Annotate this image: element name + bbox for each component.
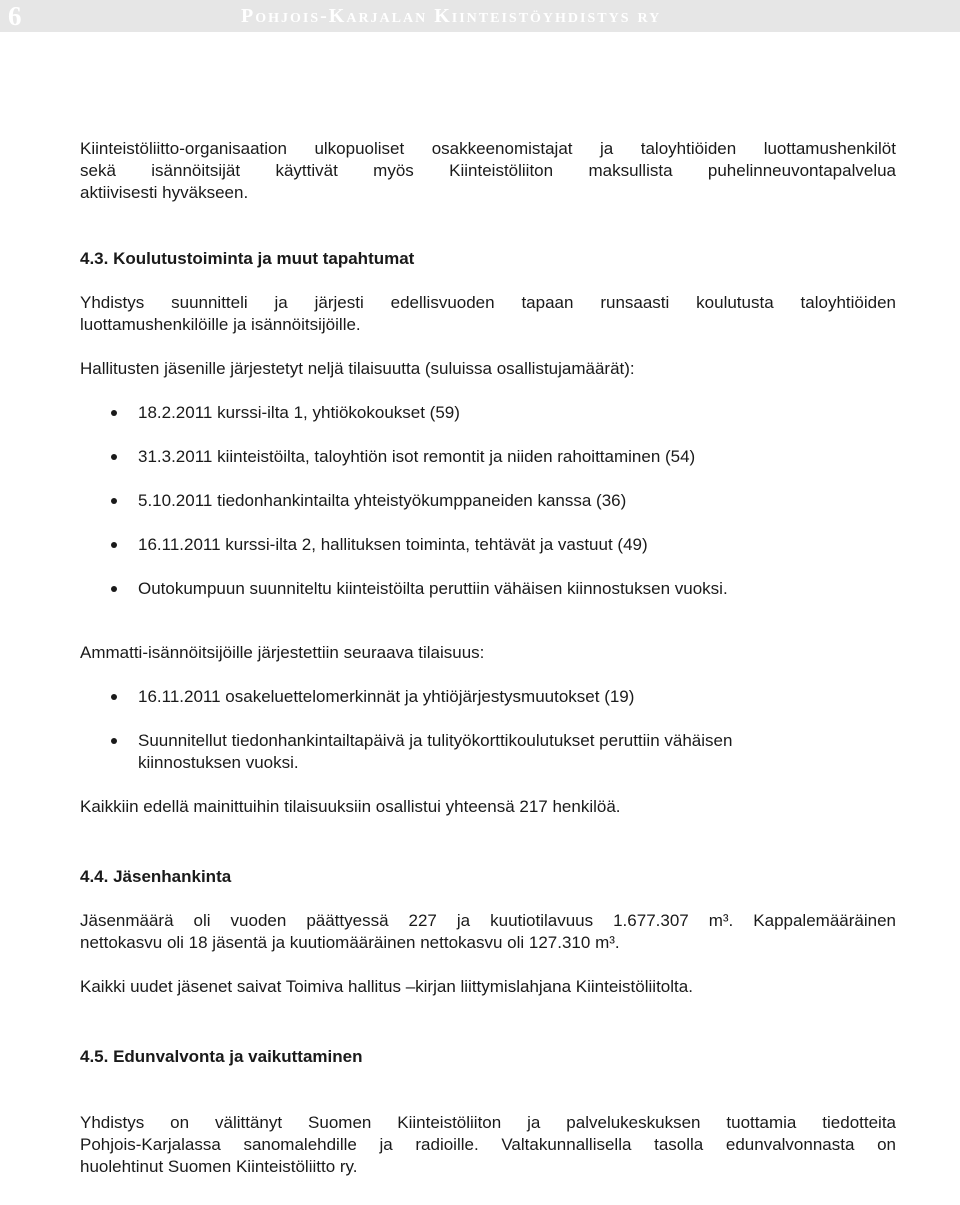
list-item: 31.3.2011 kiinteistöilta, taloyhtiön isot remontit ja niiden rahoittaminen (54): [80, 446, 896, 468]
section-4-3-paragraph-4: Kaikkiin edellä mainittuihin tilaisuuksiin osallistui yhteensä 217 henkilöä.: [80, 797, 621, 816]
running-title: Pohjois-Karjalan Kiinteistöyhdistys ry: [241, 5, 662, 27]
list-item: 18.2.2011 kurssi-ilta 1, yhtiökokoukset (59): [80, 402, 896, 424]
paragraph-line: Jäsenmäärä oli vuoden päättyessä 227 ja kuutiotilavuus 1.677.307 m³. Kappalemääräinen: [80, 911, 896, 930]
page-header: [0, 0, 960, 32]
intro-line: Kiinteistöliitto-organisaation ulkopuoliset osakkeenomistajat ja taloyhtiöiden luottamushenkilöt: [80, 139, 896, 158]
list-item: 5.10.2011 tiedonhankintailta yhteistyökumppaneiden kanssa (36): [80, 490, 896, 512]
page-number: 6: [8, 1, 22, 31]
paragraph-line: huolehtinut Suomen Kiinteistöliitto ry.: [80, 1157, 358, 1176]
section-heading-4-3: 4.3. Koulutustoiminta ja muut tapahtumat: [80, 249, 415, 268]
paragraph-line: Yhdistys on välittänyt Suomen Kiinteistöliiton ja palvelukeskuksen tuottamia tiedotteita: [80, 1113, 896, 1132]
section-4-4-paragraph-1: [80, 910, 896, 954]
section-heading-4-5: 4.5. Edunvalvonta ja vaikuttaminen: [80, 1047, 363, 1066]
section-4-4-paragraph-2: Kaikki uudet jäsenet saivat Toimiva hallitus –kirjan liittymislahjana Kiinteistöliitolta.: [80, 977, 693, 996]
document-body: [80, 138, 896, 1178]
paragraph-line: luottamushenkilöille ja isännöitsijöille.: [80, 315, 361, 334]
intro-line: aktiivisesti hyväkseen.: [80, 183, 249, 202]
section-4-5-paragraph-1: [80, 1112, 896, 1178]
board-events-list: [80, 402, 896, 600]
list-item: Outokumpuun suunniteltu kiinteistöilta peruttiin vähäisen kiinnostuksen vuoksi.: [80, 578, 896, 600]
intro-line: sekä isännöitsijät käyttivät myös Kiinteistöliiton maksullista puhelinneuvontapalvelua: [80, 161, 896, 180]
list-item-line: Suunnitellut tiedonhankintailtapäivä ja tulityökorttikoulutukset peruttiin vähäisen: [138, 731, 733, 750]
section-4-3-paragraph-2: Hallitusten jäsenille järjestetyt neljä tilaisuutta (suluissa osallistujamäärät):: [80, 359, 635, 378]
paragraph-line: Pohjois-Karjalassa sanomalehdille ja radioille. Valtakunnallisella tasolla edunvalvonnasta on: [80, 1135, 896, 1154]
section-4-3-paragraph-1: [80, 292, 896, 336]
manager-events-list: [80, 686, 896, 774]
list-item-line: kiinnostuksen vuoksi.: [138, 753, 299, 772]
section-heading-4-4: 4.4. Jäsenhankinta: [80, 867, 232, 886]
paragraph-line: Yhdistys suunnitteli ja järjesti edellisvuoden tapaan runsaasti koulutusta taloyhtiöiden: [80, 293, 896, 312]
list-item: 16.11.2011 osakeluettelomerkinnät ja yhtiöjärjestysmuutokset (19): [80, 686, 896, 708]
paragraph-line: nettokasvu oli 18 jäsentä ja kuutiomääräinen nettokasvu oli 127.310 m³.: [80, 933, 620, 952]
section-4-3-paragraph-3: Ammatti-isännöitsijöille järjestettiin seuraava tilaisuus:: [80, 643, 485, 662]
intro-paragraph: [80, 138, 896, 204]
list-item: [80, 730, 896, 774]
list-item: 16.11.2011 kurssi-ilta 2, hallituksen toiminta, tehtävät ja vastuut (49): [80, 534, 896, 556]
